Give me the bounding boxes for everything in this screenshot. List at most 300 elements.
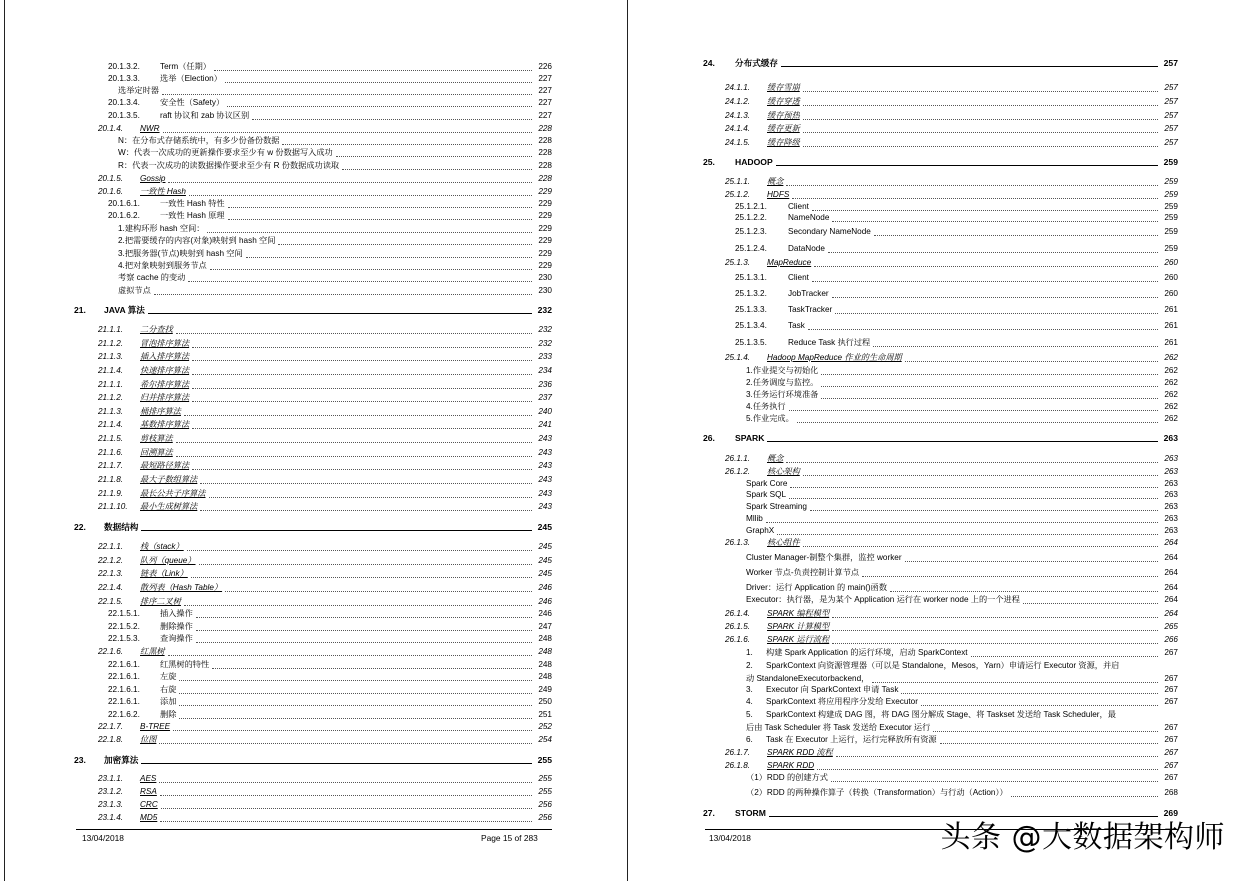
toc-entry[interactable]: [703, 189, 1178, 201]
toc-leader-dots: [792, 198, 1158, 199]
toc-entry-title: 栈（stack）: [140, 542, 184, 551]
toc-entry-page: 257: [1164, 138, 1178, 147]
toc-entry[interactable]: [703, 288, 1178, 300]
toc-entry[interactable]: [703, 722, 1178, 734]
toc-entry-page: 260: [1164, 289, 1178, 298]
toc-entry-number: 22.1.8.: [98, 735, 124, 744]
toc-entry-title: Hadoop MapReduce 作业的生命周期: [767, 353, 902, 362]
toc-entry-page: 257: [1164, 111, 1178, 120]
toc-leader-dots: [278, 244, 532, 245]
toc-entry[interactable]: [703, 552, 1178, 564]
toc-entry[interactable]: [74, 646, 552, 658]
toc-entry-number: 26.1.3.: [725, 538, 751, 547]
toc-entry-page: 234: [538, 366, 552, 375]
toc-entry[interactable]: [703, 513, 1178, 525]
toc-entry-title: 选举定时器: [118, 86, 159, 95]
toc-leader-dots: [803, 105, 1158, 106]
toc-entry[interactable]: [74, 379, 552, 391]
toc-entry-title: Mllib: [746, 514, 763, 523]
toc-entry-page: 259: [1164, 177, 1178, 186]
toc-entry-number: 25.1.3.4.: [735, 321, 767, 330]
toc-entry[interactable]: [703, 634, 1178, 646]
toc-entry-title: raft 协议和 zab 协议区别: [160, 111, 250, 120]
toc-leader-dots: [803, 119, 1158, 120]
toc-entry[interactable]: [74, 73, 552, 85]
toc-entry[interactable]: [703, 594, 1178, 606]
toc-entry-number: 25.1.3.5.: [735, 338, 767, 347]
toc-entry-title: 左旋: [160, 672, 177, 681]
toc-entry-page: 241: [538, 420, 552, 429]
toc-entry[interactable]: [703, 226, 1178, 238]
toc-entry-title: 选举（Election）: [160, 74, 222, 83]
toc-leader-dots: [148, 313, 532, 314]
toc-entry-page: 264: [1164, 568, 1178, 577]
toc-entry[interactable]: [74, 147, 552, 159]
toc-entry[interactable]: [703, 413, 1178, 425]
toc-entry-title: N：在分布式存储系统中，有多少份备份数据: [118, 136, 280, 145]
toc-entry-number: 26.1.1.: [725, 454, 751, 463]
toc-entry-number: 4.: [746, 697, 753, 706]
toc-leader-dots: [832, 617, 1158, 618]
toc-entry-title: （2）RDD 的两种操作算子（转换（Transformation）与行动（Action））: [746, 788, 1008, 797]
toc-entry-number: 2.: [746, 661, 753, 670]
toc-entry-title: NWR: [140, 124, 160, 133]
toc-entry-page: 249: [538, 685, 552, 694]
toc-entry[interactable]: [74, 406, 552, 418]
toc-entry[interactable]: [74, 521, 552, 533]
toc-entry-page: 248: [538, 647, 552, 656]
toc-entry-title: 加密算法: [104, 755, 139, 765]
toc-entry-number: 22.1.6.1.: [108, 697, 140, 706]
toc-leader-dots: [872, 682, 1158, 683]
footer-date: 13/04/2018: [709, 833, 751, 843]
toc-entry-page: 227: [538, 86, 552, 95]
toc-entry-number: 25.1.3.2.: [735, 289, 767, 298]
toc-leader-dots: [835, 313, 1158, 314]
toc-leader-dots: [196, 617, 532, 618]
toc-entry[interactable]: [703, 110, 1178, 122]
toc-entry[interactable]: [703, 787, 1178, 799]
toc-entry[interactable]: [74, 135, 552, 147]
toc-entry-page: 263: [1163, 433, 1178, 443]
toc-entry[interactable]: [703, 377, 1178, 389]
toc-entry-title: Executor 向 SparkContext 申请 Task: [766, 685, 899, 694]
toc-entry[interactable]: [703, 660, 1178, 672]
toc-entry-title: 桶排序算法: [140, 407, 181, 416]
toc-entry-page: 251: [538, 710, 552, 719]
toc-entry-title: Spark Streaming: [746, 502, 807, 511]
toc-entry[interactable]: [74, 709, 552, 721]
toc-entry-number: 21.1.9.: [98, 489, 124, 498]
toc-entry-title: Spark SQL: [746, 490, 787, 499]
toc-entry-title: 3.把服务器(节点)映射到 hash 空间: [118, 249, 243, 258]
toc-entry-page: 229: [538, 249, 552, 258]
toc-entry-title: TaskTracker: [788, 305, 833, 314]
toc-entry[interactable]: [74, 460, 552, 472]
toc-entry-page: 245: [538, 542, 552, 551]
toc-entry[interactable]: [74, 799, 552, 811]
toc-entry-page: 262: [1164, 414, 1178, 423]
toc-entry-page: 263: [1164, 467, 1178, 476]
toc-entry-page: 262: [1164, 402, 1178, 411]
toc-leader-dots: [154, 294, 532, 295]
toc-entry-page: 248: [538, 634, 552, 643]
toc-entry[interactable]: [74, 392, 552, 404]
toc-entry[interactable]: [703, 501, 1178, 513]
toc-entry[interactable]: [703, 489, 1178, 501]
toc-leader-dots: [228, 207, 532, 208]
toc-entry-number: 22.1.6.2.: [108, 710, 140, 719]
toc-entry-page: 261: [1164, 305, 1178, 314]
toc-entry-page: 229: [538, 224, 552, 233]
toc-entry[interactable]: [703, 525, 1178, 537]
toc-entry-title: 缓存更新: [767, 124, 800, 133]
toc-entry[interactable]: [703, 212, 1178, 224]
toc-leader-dots: [159, 782, 532, 783]
toc-leader-dots: [141, 530, 532, 531]
toc-entry[interactable]: [74, 621, 552, 633]
toc-entry-title: 红黑树: [140, 647, 165, 656]
toc-leader-dots: [812, 210, 1158, 211]
toc-entry-title: 希尔排序算法: [140, 380, 190, 389]
toc-entry-number: 22.1.4.: [98, 583, 124, 592]
toc-entry-title: 链表（Link）: [140, 569, 188, 578]
toc-entry-title: JobTracker: [788, 289, 829, 298]
toc-leader-dots: [940, 743, 1158, 744]
toc-entry-title: Task: [788, 321, 805, 330]
toc-entry-page: 245: [538, 569, 552, 578]
toc-entry-number: 22.1.3.: [98, 569, 124, 578]
toc-entry[interactable]: [74, 123, 552, 135]
toc-entry-page: 259: [1164, 213, 1178, 222]
toc-entry-page: 254: [538, 735, 552, 744]
toc-entry-title: 分布式缓存: [735, 58, 778, 68]
toc-leader-dots: [777, 534, 1158, 535]
toc-leader-dots: [873, 346, 1158, 347]
toc-entry-title: 4.把对象映射到服务节点: [118, 261, 207, 270]
toc-entry[interactable]: [74, 338, 552, 350]
toc-entry-title: 核心架构: [767, 467, 800, 476]
toc-entry-number: 20.1.6.2.: [108, 211, 140, 220]
toc-entry-title: Term（任期）: [160, 62, 211, 71]
toc-leader-dots: [901, 693, 1158, 694]
toc-entry[interactable]: [703, 389, 1178, 401]
toc-entry-title: RSA: [140, 787, 157, 796]
toc-entry[interactable]: [74, 260, 552, 272]
toc-entry-page: 240: [538, 407, 552, 416]
toc-entry[interactable]: [74, 734, 552, 746]
toc-entry-number: 26.1.8.: [725, 761, 751, 770]
toc-entry[interactable]: [74, 173, 552, 185]
toc-entry-number: 21.1.4.: [98, 420, 124, 429]
toc-leader-dots: [168, 182, 532, 183]
toc-entry-number: 25.1.2.1.: [735, 202, 767, 211]
toc-entry-page: 248: [538, 672, 552, 681]
toc-entry-page: 230: [538, 286, 552, 295]
toc-entry-number: 22.: [74, 522, 86, 532]
toc-entry-page: 243: [538, 434, 552, 443]
toc-entry-page: 262: [1164, 378, 1178, 387]
toc-leader-dots: [207, 232, 532, 233]
toc-entry[interactable]: [74, 324, 552, 336]
toc-entry-title: 虚拟节点: [118, 286, 151, 295]
toc-entry[interactable]: [703, 760, 1178, 772]
toc-entry[interactable]: [74, 351, 552, 363]
toc-entry-page: 257: [1164, 83, 1178, 92]
toc-entry-page: 263: [1164, 490, 1178, 499]
toc-entry[interactable]: [74, 248, 552, 260]
toc-entry-title: 3.任务运行环境准备: [746, 390, 819, 399]
toc-entry-number: 20.1.3.4.: [108, 98, 140, 107]
toc-entry[interactable]: [703, 123, 1178, 135]
toc-entry[interactable]: [703, 257, 1178, 269]
toc-leader-dots: [200, 483, 532, 484]
toc-entry[interactable]: [703, 432, 1178, 444]
toc-entry[interactable]: [703, 582, 1178, 594]
toc-entry[interactable]: [703, 272, 1178, 284]
toc-leader-dots: [781, 66, 1158, 67]
toc-entry[interactable]: [74, 773, 552, 785]
toc-entry-number: 22.1.6.1.: [108, 660, 140, 669]
toc-leader-dots: [803, 132, 1158, 133]
toc-entry-title: NameNode: [788, 213, 830, 222]
toc-entry-title: 2.把需要缓存的内容(对象)映射到 hash 空间: [118, 236, 276, 245]
toc-entry[interactable]: [703, 453, 1178, 465]
toc-leader-dots: [808, 329, 1158, 330]
footer-date: 13/04/2018: [82, 833, 124, 843]
toc-entry-page: 259: [1163, 157, 1178, 167]
toc-entry[interactable]: [74, 61, 552, 73]
page-gutter-right: [627, 0, 628, 881]
toc-leader-dots: [192, 374, 532, 375]
footer-rule: [76, 829, 552, 830]
toc-entry-page: 267: [1164, 648, 1178, 657]
toc-entry[interactable]: [74, 501, 552, 513]
toc-entry-title: 缓存穿透: [767, 97, 800, 106]
toc-entry-title: B-TREE: [140, 722, 171, 731]
toc-entry-page: 263: [1164, 514, 1178, 523]
toc-leader-dots: [790, 487, 1158, 488]
toc-leader-dots: [168, 655, 532, 656]
toc-leader-dots: [342, 169, 532, 170]
toc-entry-number: 22.1.5.1.: [108, 609, 140, 618]
toc-leader-dots: [212, 668, 532, 669]
toc-entry-title: SPARK RDD: [767, 761, 815, 770]
toc-entry-page: 260: [1164, 273, 1178, 282]
toc-entry-number: 26.1.7.: [725, 748, 751, 757]
toc-entry[interactable]: [703, 466, 1178, 478]
toc-entry[interactable]: [74, 488, 552, 500]
toc-entry[interactable]: [74, 633, 552, 645]
toc-leader-dots: [214, 70, 532, 71]
toc-entry[interactable]: [74, 582, 552, 594]
toc-leader-dots: [188, 281, 532, 282]
toc-entry[interactable]: [74, 754, 552, 766]
toc-entry[interactable]: [74, 696, 552, 708]
toc-leader-dots: [766, 522, 1158, 523]
toc-entry-number: 22.1.6.1.: [108, 685, 140, 694]
toc-entry[interactable]: [703, 96, 1178, 108]
toc-entry[interactable]: [703, 621, 1178, 633]
toc-entry-page: 246: [538, 597, 552, 606]
toc-entry[interactable]: [703, 156, 1178, 168]
toc-entry[interactable]: [703, 567, 1178, 579]
toc-entry-page: 264: [1164, 609, 1178, 618]
toc-entry[interactable]: [703, 608, 1178, 620]
toc-entry-page: 257: [1163, 58, 1178, 68]
toc-entry[interactable]: [703, 82, 1178, 94]
toc-entry-title: Client: [788, 273, 809, 282]
toc-entry-page: 229: [538, 187, 552, 196]
toc-entry-page: 230: [538, 273, 552, 282]
toc-entry[interactable]: [703, 709, 1178, 721]
toc-entry-title: 缓存雪崩: [767, 83, 800, 92]
toc-entry[interactable]: [703, 352, 1178, 364]
toc-entry[interactable]: [74, 97, 552, 109]
toc-leader-dots: [1023, 603, 1158, 604]
toc-entry-number: 26.1.6.: [725, 635, 751, 644]
toc-leader-dots: [933, 731, 1158, 732]
toc-entry[interactable]: [74, 285, 552, 297]
toc-entry[interactable]: [74, 210, 552, 222]
toc-entry[interactable]: [74, 198, 552, 210]
toc-entry-number: 24.1.4.: [725, 124, 751, 133]
toc-entry-page: 226: [538, 62, 552, 71]
toc-entry-title: SparkContext 将应用程序分发给 Executor: [766, 697, 918, 706]
toc-entry-number: 20.1.6.: [98, 187, 124, 196]
toc-entry[interactable]: [703, 320, 1178, 332]
toc-entry[interactable]: [703, 304, 1178, 316]
toc-entry[interactable]: [74, 684, 552, 696]
toc-entry[interactable]: [703, 684, 1178, 696]
toc-entry[interactable]: [703, 747, 1178, 759]
toc-entry-page: 232: [538, 325, 552, 334]
toc-entry-title: 构建 Spark Application 的运行环境，启动 SparkContext: [766, 648, 968, 657]
toc-entry[interactable]: [703, 137, 1178, 149]
toc-entry-page: 268: [1164, 788, 1178, 797]
toc-entry[interactable]: [703, 57, 1178, 69]
toc-leader-dots: [789, 498, 1158, 499]
toc-entry-title: 队列（queue）: [140, 556, 196, 565]
toc-entry[interactable]: [74, 433, 552, 445]
toc-entry-title: JAVA 算法: [104, 305, 145, 315]
toc-entry[interactable]: [74, 659, 552, 671]
toc-entry-title: Gossip: [140, 174, 166, 183]
toc-entry[interactable]: [703, 243, 1178, 255]
toc-entry[interactable]: [703, 647, 1178, 659]
toc-entry-number: 22.1.1.: [98, 542, 124, 551]
toc-entry[interactable]: [74, 272, 552, 284]
toc-entry-page: 259: [1164, 227, 1178, 236]
toc-leader-dots: [786, 462, 1158, 463]
toc-entry-title: 5.作业完成。: [746, 414, 794, 423]
toc-entry[interactable]: [74, 85, 552, 97]
toc-entry[interactable]: [703, 772, 1178, 784]
toc-entry-page: 246: [538, 583, 552, 592]
toc-leader-dots: [179, 680, 532, 681]
toc-entry[interactable]: [74, 223, 552, 235]
toc-leader-dots: [803, 146, 1158, 147]
toc-entry-number: 23.1.4.: [98, 813, 124, 822]
toc-entry[interactable]: [74, 555, 552, 567]
toc-entry-page: 229: [538, 261, 552, 270]
toc-entry[interactable]: [703, 734, 1178, 746]
toc-entry-title: 插入排序算法: [140, 352, 190, 361]
toc-leader-dots: [832, 297, 1158, 298]
toc-entry[interactable]: [703, 401, 1178, 413]
toc-entry[interactable]: [74, 568, 552, 580]
toc-entry-page: 262: [1164, 366, 1178, 375]
toc-entry[interactable]: [703, 537, 1178, 549]
toc-entry-page: 264: [1164, 583, 1178, 592]
toc-entry-number: 25.1.2.2.: [735, 213, 767, 222]
toc-entry-title: AES: [140, 774, 157, 783]
toc-entry[interactable]: [74, 447, 552, 459]
toc-entry[interactable]: [703, 365, 1178, 377]
toc-leader-dots: [192, 360, 532, 361]
toc-entry[interactable]: [74, 160, 552, 172]
toc-entry[interactable]: [74, 304, 552, 316]
toc-entry[interactable]: [74, 812, 552, 824]
toc-entry-title: 冒泡排序算法: [140, 339, 190, 348]
toc-entry-page: 243: [538, 448, 552, 457]
toc-entry-title: 查询操作: [160, 634, 193, 643]
toc-leader-dots: [776, 165, 1158, 166]
toc-entry-title: SparkContext 构建成 DAG 图，将 DAG 图分解成 Stage、将 Taskset 发送给 Task Scheduler，最: [766, 710, 1116, 719]
toc-entry[interactable]: [74, 235, 552, 247]
toc-entry-number: 24.1.5.: [725, 138, 751, 147]
toc-entry-title: 一致性 Hash: [140, 187, 186, 196]
toc-entry[interactable]: [74, 365, 552, 377]
toc-entry[interactable]: [74, 541, 552, 553]
toc-entry-title: 删除操作: [160, 622, 193, 631]
toc-entry-title: SparkContext 向资源管理器（可以是 Standalone，Mesos，Yarn）申请运行 Executor 资源，并启: [766, 661, 1120, 670]
toc-leader-dots: [789, 410, 1158, 411]
toc-leader-dots: [817, 769, 1158, 770]
toc-leader-dots: [179, 705, 532, 706]
toc-entry[interactable]: [74, 721, 552, 733]
toc-entry-number: 20.1.4.: [98, 124, 124, 133]
toc-entry[interactable]: [703, 337, 1178, 349]
toc-leader-dots: [196, 630, 532, 631]
toc-entry[interactable]: [74, 474, 552, 486]
toc-entry[interactable]: [74, 186, 552, 198]
toc-entry-page: 228: [538, 148, 552, 157]
toc-entry-number: 20.1.6.1.: [108, 199, 140, 208]
toc-entry-number: 25.1.2.3.: [735, 227, 767, 236]
toc-entry[interactable]: [74, 596, 552, 608]
toc-entry-title: MD5: [140, 813, 158, 822]
toc-entry[interactable]: [74, 786, 552, 798]
toc-entry-page: 267: [1164, 674, 1178, 683]
toc-entry-page: 267: [1164, 773, 1178, 782]
toc-entry[interactable]: [74, 671, 552, 683]
toc-leader-dots: [196, 642, 532, 643]
toc-entry-title: 插入操作: [160, 609, 193, 618]
toc-entry[interactable]: [74, 608, 552, 620]
toc-leader-dots: [836, 756, 1158, 757]
toc-leader-dots: [832, 643, 1158, 644]
toc-entry[interactable]: [74, 419, 552, 431]
toc-entry[interactable]: [74, 110, 552, 122]
toc-entry[interactable]: [703, 696, 1178, 708]
toc-leader-dots: [831, 781, 1158, 782]
toc-entry-number: 26.: [703, 433, 715, 443]
toc-entry-page: 257: [1164, 124, 1178, 133]
toc-entry-number: 22.1.5.2.: [108, 622, 140, 631]
toc-leader-dots: [184, 605, 532, 606]
toc-entry[interactable]: [703, 176, 1178, 188]
